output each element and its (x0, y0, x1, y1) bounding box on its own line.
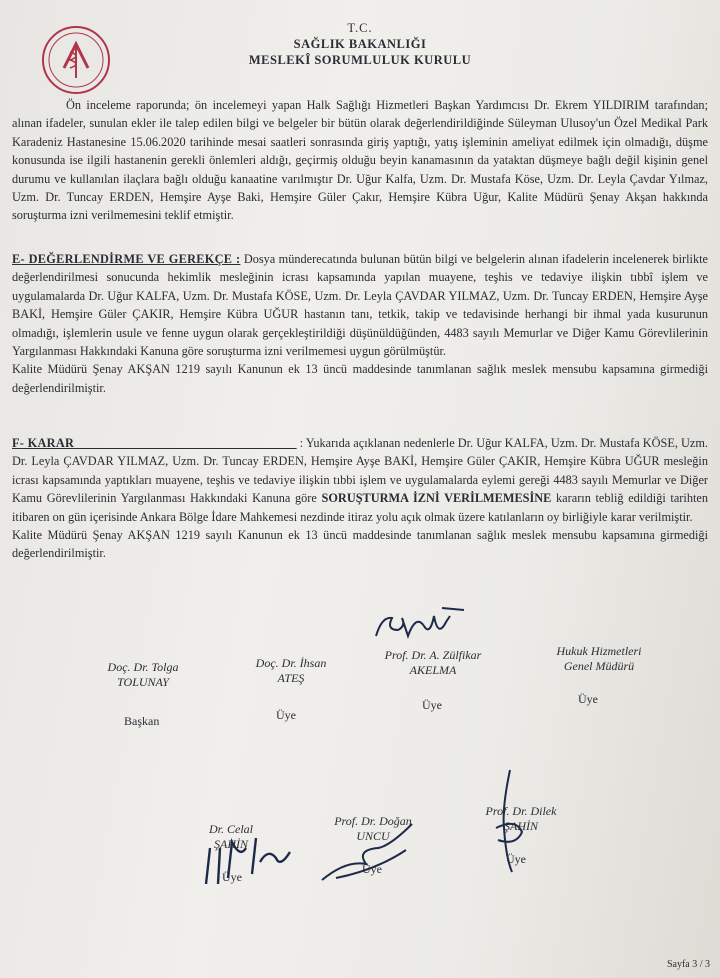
signatory-title: Prof. Dr. Doğan (334, 814, 412, 828)
section-f (12, 434, 708, 563)
intro-text: Ön inceleme raporunda; ön incelemeyi yapan Halk Sağlığı Hizmetleri Başkan Yardımcısı Dr. Ekrem YILDIRIM tarafından; alınan ifadeler, sunulan ekler ile talep edilen bilgi ve belgeler bir bütün olarak değerlendirildiğinde Süleyman Ulusoy'un Özel Medikal Park Karadeniz Hastanesine 15.06.2020 tarihinde mesai saatleri sonrasında giriş yaptığı, yatış işleminin ameliyat edilmek için olmadığı, düşme konusunda ise ilgili hastanenin gerekli önlemleri aldığı, geçirmiş olduğu beyin kanamasının da yataktan düşmeye bağlı değil kişinin genel durumu ve kullanılan ilaçlara bağlı olduğu kanaatine varılmıştır Dr. Uğur Kalfa, Uzm. Dr. Mustafa Köse, Uzm. Dr. Leyla Çavdar Yılmaz, Uzm. Dr. Tuncay ERDEN, Hemşire Ayşe Baki, Hemşire Güler Çakır, Hemşire Kübra Uğur, Kalite Müdürü Şenay Akşan hakkında soruşturma izni verilmemesini teklif etmiştir. (12, 98, 708, 223)
signatory-uncu (318, 814, 428, 844)
signatory-celal-sahin (186, 822, 276, 852)
signatory-role: Başkan (124, 714, 160, 728)
signatory-name: ŞAHİN (214, 837, 248, 851)
signatory-role: Üye (578, 692, 598, 706)
section-e-heading: E- DEĞERLENDİRME VE GEREKÇE : (12, 252, 241, 266)
signatory-role: Üye (276, 708, 296, 722)
signatory-title: Prof. Dr. Dilek (485, 804, 557, 818)
signatory-title: Hukuk Hizmetleri (556, 644, 642, 658)
signatory-role: Üye (422, 698, 442, 712)
signatory-legal-director (534, 644, 664, 674)
section-e (12, 250, 708, 397)
signatory-name: TOLUNAY (117, 675, 169, 689)
section-f-heading: F- KARAR (12, 436, 75, 450)
signatory-role: Üye (362, 862, 382, 876)
signatory-name: ŞAHİN (504, 819, 538, 833)
header-ministry: SAĞLIK BAKANLIĞI (293, 37, 427, 51)
signatory-name: ATEŞ (277, 671, 305, 685)
header-board: MESLEKÎ SORUMLULUK KURULU (248, 53, 472, 67)
signatory-tolunay (88, 660, 198, 690)
signatory-title: Prof. Dr. A. Zülfikar (384, 648, 482, 662)
signature-akelma (372, 596, 468, 648)
signatory-akelma (368, 648, 498, 678)
page-number: Sayfa 3 / 3 (666, 959, 710, 970)
signatory-name: Genel Müdürü (563, 659, 635, 673)
signatory-ates (236, 656, 346, 686)
section-f-text2: Kalite Müdürü Şenay AKŞAN 1219 sayılı Kanunun ek 13 üncü maddesinde tanımlanan sağlık meslek mensubu kapsamına girmediği değerlendirilmiştir. (12, 528, 708, 561)
signatory-title: Doç. Dr. Tolga (107, 660, 179, 674)
section-e-text: Dosya münderecatında bulunan bütün bilgi ve belgelerin alınan ifadelerin incelenerek birlikte değerlendirilmesi sonucunda hekimlik mesleğinin icrası kapsamında yapılan muayene, teşhis ve tedaviye ilişkin tıbbî işlem ve uygulamalarda Dr. Uğur KALFA, Uzm. Dr. Mustafa KÖSE, Uzm. Dr. Leyla ÇAVDAR YILMAZ, Uzm. Dr. Tuncay ERDEN, Hemşire Ayşe BAKİ, Hemşire Güler ÇAKIR, Hemşire Kübra UĞUR hastanın tanı, tetkik, takip ve tedavisinde herhangi bir ihmal yada kusurunun olmadığı, işlemlerin usule ve fenne uygun olarak gerçekleştirildiği düşünüldüğünden, 4483 sayılı Memurlar ve Diğer Kamu Görevlilerinin Yargılanması Hakkındaki Kanuna göre soruşturma izni verilmemesi uygun görülmüştür. (12, 252, 708, 359)
signatory-title: Doç. Dr. İhsan (255, 656, 327, 670)
signatory-title: Dr. Celal (208, 822, 253, 836)
signatory-role: Üye (506, 852, 526, 866)
section-f-text-b: kararın tebliğ edildiği tarihten itibaren on gün içerisinde Ankara Bölge İdare Mahkemesi nezdinde itiraz yolu açık olmak üzere katılanların oy birliğiyle karar verilmiştir. (12, 491, 708, 524)
signatory-dilek-sahin (466, 804, 576, 834)
signatory-name: AKELMA (409, 663, 457, 677)
signatory-role: Üye (222, 870, 242, 884)
header-tc: T.C. (347, 21, 373, 35)
document-header (0, 20, 720, 68)
section-f-text-a: : Yukarıda açıklanan nedenlerle Dr. Uğur KALFA, Uzm. Dr. Mustafa KÖSE, Uzm. Dr. Leyla ÇAVDAR YILMAZ, Uzm. Dr. Tuncay ERDEN, Hemşire Ayşe BAKİ, Hemşire Güler ÇAKIR, Hemşire Kübra UĞUR mesleğin icrası kapsamında yaptıkları muayene, teşhis ve tedaviye ilişkin tıbbi işlem ve uygulamalarda eylemi gereği 4483 sayılı Memurlar ve Diğer Kamu Görevlilerinin Yargılanması Hakkındaki Kanuna göre (12, 436, 709, 506)
section-f-decision: SORUŞTURMA İZNİ VERİLMEMESİNE (321, 491, 552, 506)
section-e-text2: Kalite Müdürü Şenay AKŞAN 1219 sayılı Kanunun ek 13 üncü maddesinde tanımlanan sağlık meslek mensubu kapsamına girmediği değerlendirilmiştir. (12, 362, 708, 395)
intro-paragraph (12, 96, 708, 225)
signatory-name: UNCU (356, 829, 390, 843)
